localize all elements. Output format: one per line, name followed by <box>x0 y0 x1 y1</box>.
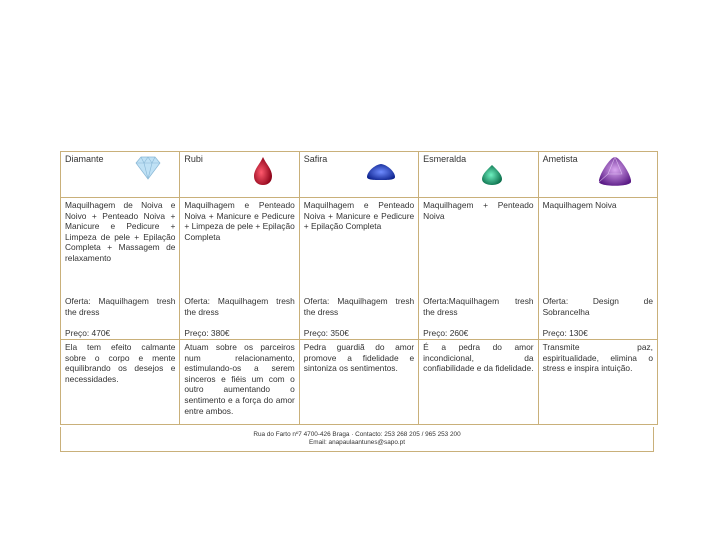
gem-name: Rubi <box>184 154 203 164</box>
services-cell-safira <box>299 198 418 340</box>
services-row <box>61 198 658 340</box>
price-text: Preço: 130€ <box>542 328 588 338</box>
price-text: Preço: 350€ <box>303 328 349 338</box>
contact-footer <box>60 427 654 452</box>
offer-text: Oferta:Maquilhagem tresh the dress <box>423 296 534 317</box>
gem-header-diamante <box>61 152 180 198</box>
benefit-cell-rubi: Atuam sobre os parceiros num relacionamento, estimulando-os a serem sinceros e fiéis um com o outro aumentando o sentimento e a força do amor entre ambos. <box>180 340 299 425</box>
benefit-cell-ametista: Transmite paz, espiritualidade, elimina o stress e inspira intuição. <box>538 340 657 425</box>
offer-text: Oferta: Maquilhagem tresh the dress <box>184 296 295 317</box>
services-text: Maquilhagem Noiva <box>542 200 617 210</box>
offer-text: Oferta: Maquilhagem tresh the dress <box>65 296 176 317</box>
price-text: Preço: 380€ <box>184 328 230 338</box>
services-cell-rubi <box>180 198 299 340</box>
offer-text: Oferta: Design de Sobrancelha <box>542 296 653 317</box>
footer-address: Rua do Farto nº7 4700-426 Braga · Contacto: 253 268 205 / 965 253 200 <box>253 431 461 438</box>
gem-header-safira <box>299 152 418 198</box>
gem-header-rubi <box>180 152 299 198</box>
diamond-icon <box>135 156 161 180</box>
price-text: Preço: 470€ <box>65 328 111 338</box>
footer-email: Email: anapaulaantunes@sapo.pt <box>308 439 406 446</box>
services-text: Maquilhagem de Noiva e Noivo + Penteado Noiva + Manicure e Pedicure + Limpeza de pele + Epilação Completa + Massagem de relaxamento <box>65 200 176 263</box>
services-text: Maquilhagem e Penteado Noiva + Manicure e Pedicure + Limpeza de pele + Epilação Completa <box>184 200 295 242</box>
offer-text: Oferta: Maquilhagem tresh the dress <box>303 296 415 317</box>
services-cell-diamante <box>61 198 180 340</box>
services-cell-esmeralda <box>419 198 538 340</box>
gem-name: Diamante <box>65 154 104 164</box>
price-table-wrapper <box>60 151 658 425</box>
gem-name: Ametista <box>542 154 578 164</box>
benefit-cell-esmeralda: É a pedra do amor incondicional, da confiabilidade e da fidelidade. <box>419 340 538 425</box>
benefit-cell-diamante: Ela tem efeito calmante sobre o corpo e mente equilibrando os desejos e necessidades. <box>61 340 180 425</box>
benefits-row <box>61 340 658 425</box>
sapphire-icon <box>366 163 396 181</box>
services-text: Maquilhagem e Penteado Noiva + Manicure e Pedicure + Epilação Completa <box>303 200 415 232</box>
price-table <box>60 151 658 425</box>
gem-header-ametista <box>538 152 657 198</box>
gem-name: Safira <box>303 154 328 164</box>
amethyst-icon <box>597 156 633 188</box>
gem-header-row <box>61 152 658 198</box>
benefit-cell-safira: Pedra guardiã do amor promove a fidelidade e sintoniza os sentimentos. <box>299 340 418 425</box>
services-text: Maquilhagem + Penteado Noiva <box>423 200 534 221</box>
gem-header-esmeralda <box>419 152 538 198</box>
services-cell-ametista <box>538 198 657 340</box>
gem-name: Esmeralda <box>423 154 467 164</box>
ruby-icon <box>253 156 273 186</box>
price-text: Preço: 260€ <box>423 328 469 338</box>
emerald-icon <box>481 164 503 186</box>
